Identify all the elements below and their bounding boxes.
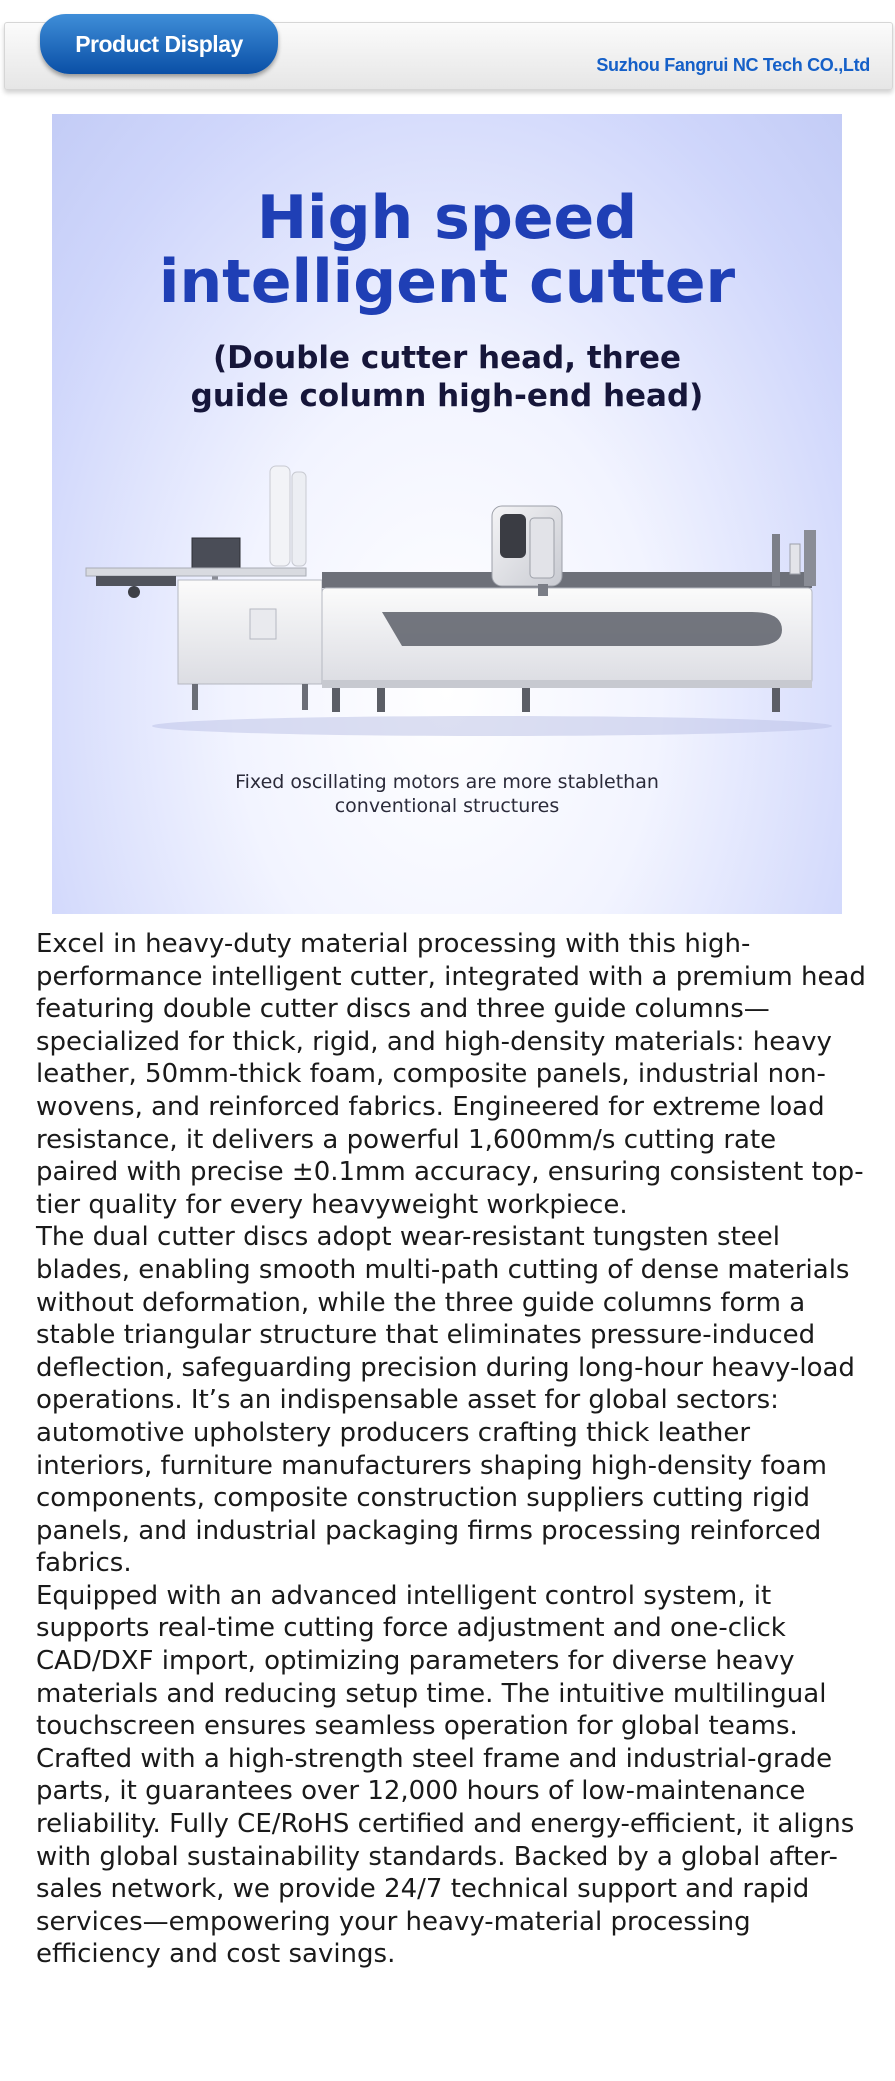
description-paragraph-3: Equipped with an advanced intelligent control system, it supports real-time cutting force adjustment and one-click CAD/DXF import, optimizing parameters for diverse heavy materials and reducing setup time. The intuitive multilingual touchscreen ensures seamless operation for global teams. Crafted with a high-strength steel frame and industrial-grade parts, it guarantees over 12,000 hours of low-maintenance reliability. Fully CE/RoHS certified and energy-efficient, it aligns with global sustainability standards. Backed by a global after-sales network, we provide 24/7 technical support and rapid services—empowering your heavy-material processing efficiency and cost savings. <box>36 1580 855 1970</box>
product-subhead <box>52 339 842 415</box>
description-paragraph-1: Excel in heavy-duty material processing with this high-performance intelligent cutter, integrated with a premium head featuring double cutter discs and three guide columns—specialized for thick, rigid, and high-density materials: heavy leather, 50mm-thick foam, composite panels, industrial non-wovens, and reinforced fabrics. Engineered for extreme load resistance, it delivers a powerful 1,600mm/s cutting rate paired with precise ±0.1mm accuracy, ensuring consistent top-tier quality for every heavyweight workpiece. <box>36 929 866 1220</box>
product-headline <box>52 183 842 317</box>
product-display-tab <box>40 14 278 74</box>
cutter-machine-illustration <box>52 434 842 794</box>
subhead-line-1: (Double cutter head, three <box>212 340 682 376</box>
product-caption <box>52 770 842 818</box>
tab-label: Product Display <box>75 30 243 57</box>
description-paragraph-2: The dual cutter discs adopt wear-resistant tungsten steel blades, enabling smooth multi-path cutting of dense materials without deformation, while the three guide columns form a stable triangular structure that eliminates pressure-induced deflection, safeguarding precision during long-hour heavy-load operations. It’s an indispensable asset for global sectors: automotive upholstery producers crafting thick leather interiors, furniture manufacturers shaping high-density foam components, composite construction suppliers cutting rigid panels, and industrial packaging firms processing reinforced fabrics. <box>36 1222 855 1579</box>
product-description <box>36 928 866 1971</box>
headline-line-2: intelligent cutter <box>158 247 736 317</box>
subhead-line-2: guide column high-end head) <box>190 378 704 414</box>
company-name: Suzhou Fangrui NC Tech CO.,Ltd <box>596 55 870 75</box>
product-image <box>52 114 842 914</box>
section-header <box>4 14 891 90</box>
caption-line-2: conventional structures <box>334 795 560 817</box>
caption-line-1: Fixed oscillating motors are more stablethan <box>235 771 659 793</box>
headline-line-1: High speed <box>256 183 638 253</box>
